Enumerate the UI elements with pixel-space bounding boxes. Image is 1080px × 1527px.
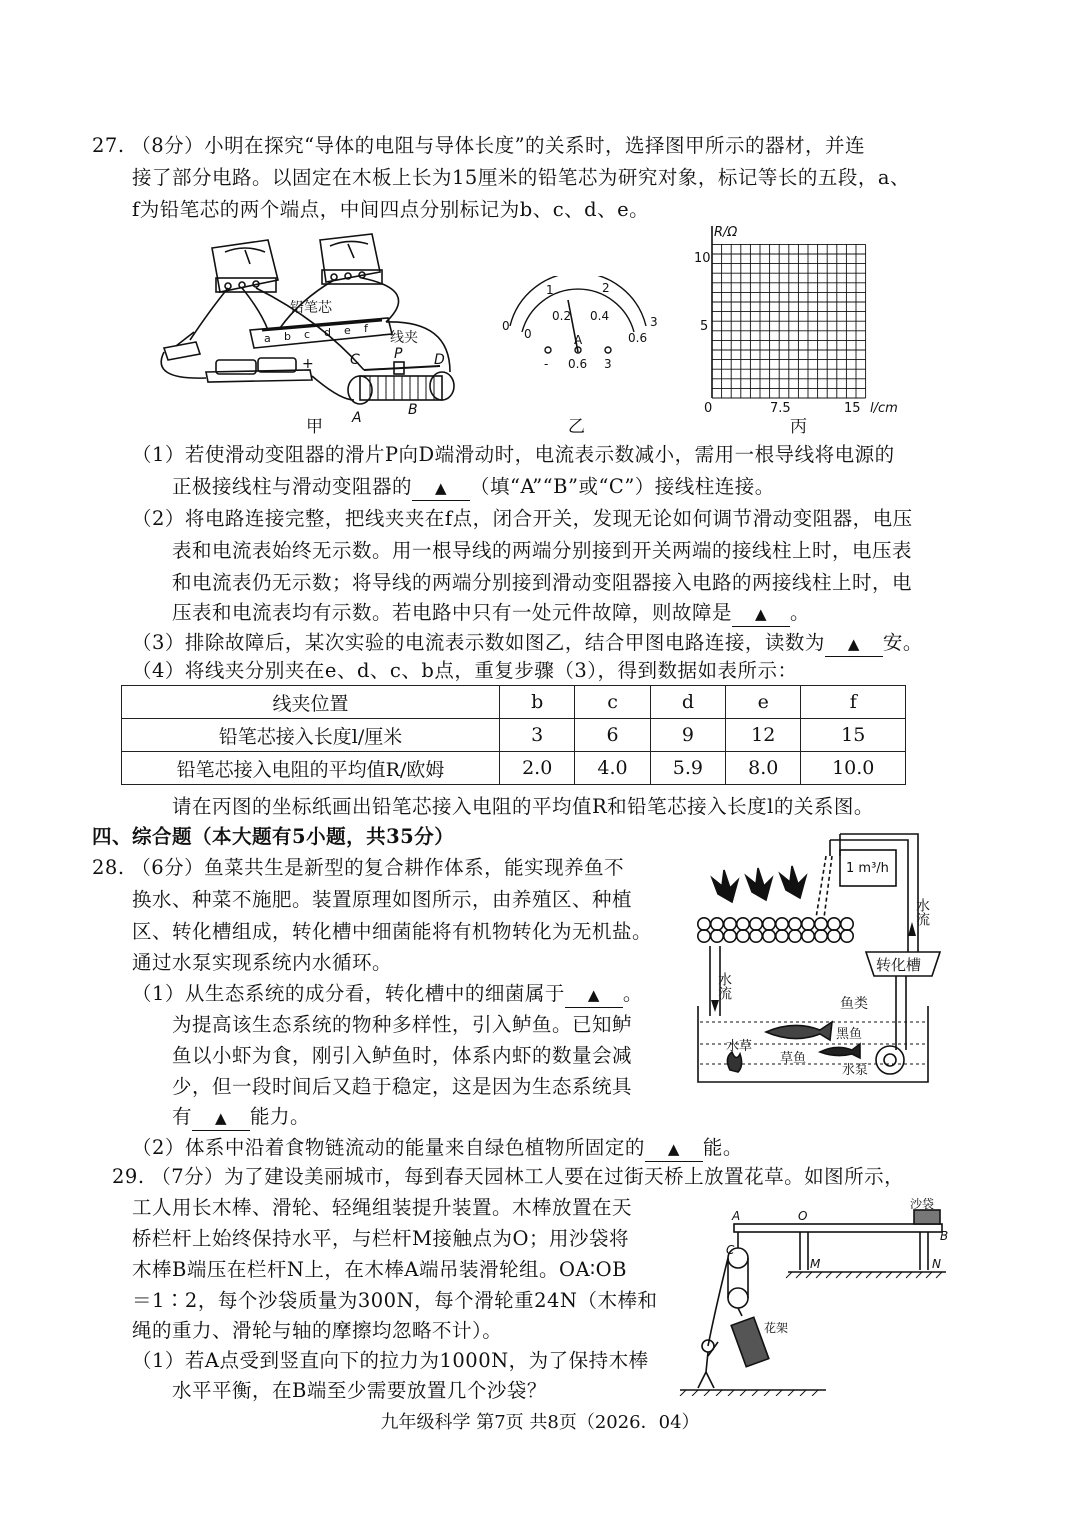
answer-mark: ▲ xyxy=(754,605,768,623)
pebble xyxy=(750,930,762,942)
table-cell: 5.9 xyxy=(650,752,725,785)
label-B: B xyxy=(940,1229,949,1243)
rheostat-B: B xyxy=(408,402,418,418)
answer-mark: ▲ xyxy=(847,635,860,653)
dial-unit: A xyxy=(574,333,583,347)
q29-line-1: 29. （7分）为了建设美丽城市，每到春天园林工人要在过街天桥上放置花草。如图所示， xyxy=(112,1165,905,1188)
table-cell: 线夹位置 xyxy=(122,686,500,719)
table-cell: 铅笔芯接入长度l/厘米 xyxy=(122,719,500,752)
pebble xyxy=(763,918,775,930)
table-cell: 3 xyxy=(500,719,575,752)
pebble xyxy=(789,930,801,942)
pebble xyxy=(841,930,853,942)
table-cell: 2.0 xyxy=(500,752,575,785)
q27-p3-line xyxy=(132,628,923,658)
table-cell: 12 xyxy=(726,719,801,752)
table-cell: e xyxy=(726,686,801,719)
pebble xyxy=(763,930,775,942)
answer-mark: ▲ xyxy=(434,479,448,497)
q29-line-2: 工人用长木棒、滑轮、轻绳组装提升装置。木棒放置在天 xyxy=(132,1196,633,1219)
pebble xyxy=(815,918,827,930)
q27-stem-line-3: f为铅笔芯的两个端点，中间四点分别标记为b、c、d、e。 xyxy=(132,198,650,221)
q28-p1-line-3: 鱼以小虾为食，刚引入鲈鱼时，体系内虾的数量会减 xyxy=(172,1044,633,1067)
caption-yi: 乙 xyxy=(568,417,585,437)
label-C: C xyxy=(726,1243,735,1257)
q29-line-5: ＝1∶2，每个沙袋质量为300N，每个滑轮重24N（木棒和 xyxy=(132,1289,658,1312)
table-cell: f xyxy=(801,686,906,719)
q29-p1-line-1: （1）若A点受到竖直向下的拉力为1000N，为了保持木棒 xyxy=(132,1349,649,1372)
table-cell: 4.0 xyxy=(575,752,650,785)
point-b: b xyxy=(284,330,291,343)
rheostat-P: P xyxy=(394,346,403,362)
terminal-3: 3 xyxy=(604,357,612,371)
conversion-tank-label: 转化槽 xyxy=(876,956,922,974)
q29-p1-line-2: 水平平衡，在B端至少需要放置几个沙袋？ xyxy=(172,1379,547,1402)
point-f: f xyxy=(364,322,368,335)
table-row xyxy=(122,719,906,752)
table-row xyxy=(122,686,906,719)
grid-xtick-15: 15 xyxy=(844,401,861,416)
label-O: O xyxy=(798,1209,808,1223)
q27-p1-line-1: （1）若使滑动变阻器的滑片P向D端滑动时，电流表示数减小，需用一根导线将电源的 xyxy=(132,443,895,466)
q27-p2-line-4 xyxy=(172,598,810,628)
label-pencil: 铅笔芯 xyxy=(290,300,332,316)
page-footer: 九年级科学 第7页 共8页（2026．04） xyxy=(380,1412,700,1433)
pebble xyxy=(802,918,814,930)
q29-line-3: 桥栏杆上始终保持水平，与栏杆M接触点为O；用沙袋将 xyxy=(132,1227,629,1250)
pebble xyxy=(724,930,736,942)
q27-stem-line-1: 27. （8分）小明在探究“导体的电阻与导体长度”的关系时，选择图甲所示的器材，并连 xyxy=(92,134,866,157)
label-clip: 线夹 xyxy=(390,330,418,346)
grid-ytick-10: 10 xyxy=(694,251,711,266)
answer-mark: ▲ xyxy=(214,1109,228,1127)
q27-p1-line-2 xyxy=(172,472,775,502)
q28-line-1: 28. （6分）鱼菜共生是新型的复合耕作体系，能实现养鱼不 xyxy=(92,856,625,879)
pebble xyxy=(828,930,840,942)
pebble xyxy=(789,918,801,930)
label-sandbag: 沙袋 xyxy=(910,1197,935,1211)
battery-plus: + xyxy=(302,356,314,372)
q28-p1-text-a: （1）从生态系统的成分看，转化槽中的细菌属于 xyxy=(132,982,565,1005)
terminal-06: 0.6 xyxy=(568,357,588,371)
answer-blank-q28-2[interactable] xyxy=(192,1105,250,1131)
rheostat-D: D xyxy=(434,352,445,368)
grid-ylabel: R/Ω xyxy=(714,225,738,240)
q27-p1-text-a: 正极接线柱与滑动变阻器的 xyxy=(172,475,413,498)
grid-origin: 0 xyxy=(704,401,713,416)
table-cell: 8.0 xyxy=(726,752,801,785)
q28-p1-text-c: 有 xyxy=(172,1105,193,1128)
q28-p1-line-2: 为提高该生态系统的物种多样性，引入鲈鱼。已知鲈 xyxy=(172,1013,633,1036)
section-title: 四、综合题（本大题有5小题，共35分） xyxy=(92,825,455,848)
q28-p2-line xyxy=(132,1133,743,1163)
pebble xyxy=(776,930,788,942)
table-cell: d xyxy=(650,686,725,719)
water-grass-label: 水草 xyxy=(726,1039,753,1054)
pebble xyxy=(828,918,840,930)
label-N: N xyxy=(932,1257,941,1271)
pebble xyxy=(698,930,710,942)
figure-lever-pulley xyxy=(676,1196,956,1396)
q27-p3-text-b: 安。 xyxy=(882,631,923,654)
figure-bing-grid xyxy=(684,222,914,422)
table-cell: 6 xyxy=(575,719,650,752)
q27-p4-line: （4）将线夹分别夹在e、d、c、b点，重复步骤（3），得到数据如表所示： xyxy=(132,659,798,682)
answer-blank-q28-3[interactable] xyxy=(645,1136,703,1162)
q27-p2-line-1: （2）将电路连接完整，把线夹夹在f点，闭合开关，发现无论如何调节滑动变阻器，电压 xyxy=(132,507,913,530)
terminal-minus: - xyxy=(544,357,549,371)
pump-label: 水泵 xyxy=(842,1063,869,1078)
figure-yi-ammeter xyxy=(488,276,668,376)
q28-p1-line-1 xyxy=(132,979,643,1009)
point-c: c xyxy=(304,328,311,341)
dial-top-0: 0 xyxy=(502,319,510,333)
plant-bed-pebbles xyxy=(698,918,853,942)
figure-jia-circuit xyxy=(150,230,470,440)
q28-p2-text-a: （2）体系中沿着食物链流动的能量来自绿色植物所固定的 xyxy=(132,1136,645,1159)
table-cell: 15 xyxy=(801,719,906,752)
grid-xtick-75: 7.5 xyxy=(770,401,791,416)
dial-bottom-06: 0.6 xyxy=(628,331,648,345)
table-cell: b xyxy=(500,686,575,719)
grid-lines xyxy=(712,226,866,398)
label-M: M xyxy=(810,1257,821,1271)
black-fish-label: 黑鱼 xyxy=(836,1027,863,1042)
q27-p3-text-a: （3）排除故障后，某次实验的电流表示数如图乙，结合甲图电路连接，读数为 xyxy=(132,631,825,654)
caption-bing: 丙 xyxy=(790,417,807,437)
grid-xlabel: l/cm xyxy=(870,401,898,416)
q29-line-4: 木棒B端压在栏杆N上，在木棒A端吊装滑轮组。OA∶OB xyxy=(132,1258,627,1281)
pebble xyxy=(724,918,736,930)
q27-p2-text-b: 。 xyxy=(790,601,811,624)
point-d: d xyxy=(324,326,331,339)
table-row xyxy=(122,752,906,785)
grass-carp-label: 草鱼 xyxy=(780,1051,807,1066)
pebble xyxy=(698,918,710,930)
q28-p1-line-5 xyxy=(172,1102,310,1132)
pebble xyxy=(750,918,762,930)
q29-line-6: 绳的重力、滑轮与轴的摩擦均忽略不计）。 xyxy=(132,1319,503,1342)
answer-blank-q27-3[interactable] xyxy=(825,631,883,657)
q28-line-3: 区、转化槽组成，转化槽中细菌能将有机物转化为无机盐。 xyxy=(132,920,653,943)
flow-rate-label: 1 m³/h xyxy=(846,861,889,876)
pebble xyxy=(711,930,723,942)
q27-p1-text-b: （填“A”“B”或“C”）接线柱连接。 xyxy=(470,475,775,498)
pebble xyxy=(841,918,853,930)
dial-bottom-02: 0.2 xyxy=(552,309,572,323)
label-rack: 花架 xyxy=(764,1321,789,1335)
q27-p2-line-2: 表和电流表始终无示数。用一根导线的两端分别接到开关两端的接线柱上时，电压表 xyxy=(172,539,913,562)
answer-mark: ▲ xyxy=(587,986,600,1004)
answer-mark: ▲ xyxy=(667,1140,680,1158)
answer-blank-q28-1[interactable] xyxy=(565,982,623,1008)
q27-p2-text-a: 压表和电流表均有示数。若电路中只有一处元件故障，则故障是 xyxy=(172,601,733,624)
pebble xyxy=(711,918,723,930)
data-table xyxy=(121,685,906,785)
water-flow-label-right: 水流 xyxy=(914,898,930,926)
grid-ytick-5: 5 xyxy=(700,319,709,334)
table-cell: 9 xyxy=(650,719,725,752)
label-A: A xyxy=(732,1209,741,1223)
pebble xyxy=(815,930,827,942)
pebble xyxy=(776,918,788,930)
q27-p2-line-3: 和电流表仍无示数；将导线的两端分别接到滑动变阻器接入电路的两接线柱上时，电 xyxy=(172,571,913,594)
q28-p1-text-d: 能力。 xyxy=(250,1105,311,1128)
dial-top-2: 2 xyxy=(602,281,610,295)
q27-stem-line-2: 接了部分电路。以固定在木板上长为15厘米的铅笔芯为研究对象，标记等长的五段，a、 xyxy=(132,166,910,189)
rheostat-A: A xyxy=(352,410,362,426)
table-cell: c xyxy=(575,686,650,719)
q28-p1-text-b: 。 xyxy=(622,982,643,1005)
answer-blank-q27-2[interactable] xyxy=(732,601,790,627)
answer-blank-q27-1[interactable] xyxy=(412,475,470,501)
figure-aquaponics xyxy=(690,826,960,1096)
table-cell: 10.0 xyxy=(801,752,906,785)
q28-line-4: 通过水泵实现系统内水循环。 xyxy=(132,951,393,974)
rheostat-C: C xyxy=(350,352,360,368)
fish-label: 鱼类 xyxy=(840,996,868,1012)
pebble xyxy=(802,930,814,942)
table-cell: 铅笔芯接入电阻的平均值R/欧姆 xyxy=(122,752,500,785)
pebble xyxy=(737,918,749,930)
point-a: a xyxy=(264,332,271,345)
q27-after-table: 请在丙图的坐标纸画出铅笔芯接入电阻的平均值R和铅笔芯接入长度l的关系图。 xyxy=(172,795,874,818)
q28-p1-line-4: 少，但一段时间后又趋于稳定，这是因为生态系统具 xyxy=(172,1075,633,1098)
dial-top-1: 1 xyxy=(546,283,554,297)
dial-top-3: 3 xyxy=(650,315,658,329)
point-e: e xyxy=(344,324,351,337)
pebble xyxy=(737,930,749,942)
q28-p2-text-b: 能。 xyxy=(702,1136,743,1159)
wooden-rod xyxy=(734,1224,942,1232)
caption-jia: 甲 xyxy=(306,417,323,437)
q28-line-2: 换水、种菜不施肥。装置原理如图所示，由养殖区、种植 xyxy=(132,888,633,911)
dial-bottom-0: 0 xyxy=(524,327,532,341)
dial-bottom-04: 0.4 xyxy=(590,309,610,323)
water-flow-label-left: 水流 xyxy=(716,972,732,1000)
